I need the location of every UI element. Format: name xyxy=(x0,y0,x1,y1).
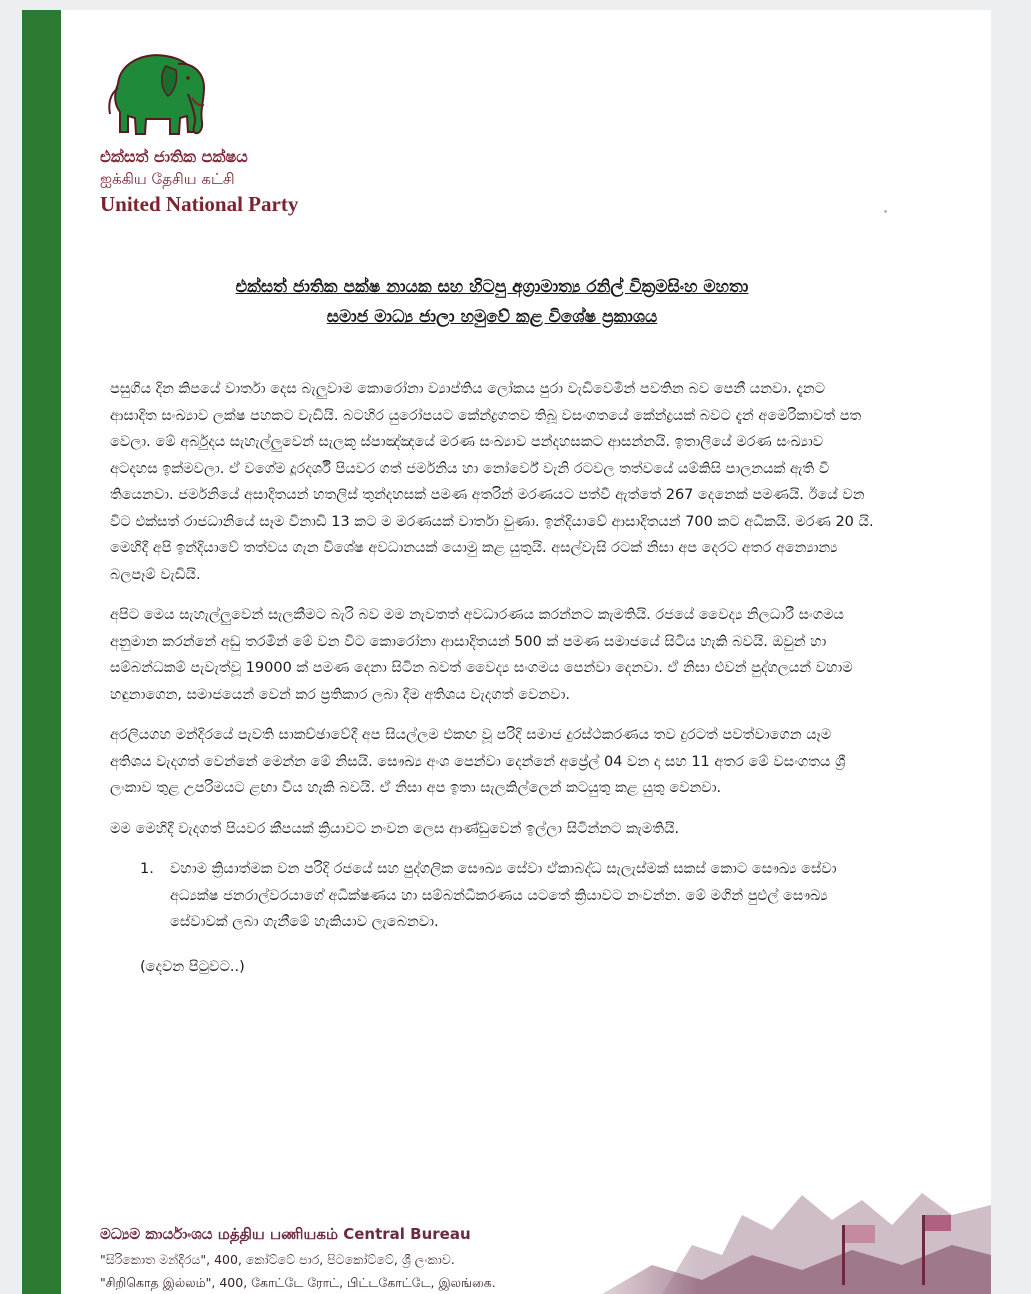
paragraph-3: අරලියගහ මන්දිරයේ පැවති සාකච්ඡාවේදී අප සියල්ලම එකඟ වූ පරිදි සමාජ දුරස්ථකරණය තව දුරටත් පවත්වාගෙන යෑම අතිශය වැදගත් වෙන්නේ මෙන්න මේ නිසයි. සෞඛ්‍ය අංශ පෙන්වා දෙන්නේ අප්‍රේල් 04 වන දා සහ 11 අතර මේ වසංගතය ශ්‍රී ලංකාව තුළ උපරිමයට ළඟා විය හැකි බවයි. ඒ නිසා අප ඉතා සැලකිල්ලෙන් කටයුතු කළ යුතු වෙනවා. xyxy=(110,727,846,796)
document-page xyxy=(22,10,991,1294)
party-name-english: United National Party xyxy=(100,192,299,216)
list-item-number: 1. xyxy=(140,861,154,877)
numbered-list-item xyxy=(140,856,875,936)
party-name-block xyxy=(100,146,298,218)
statement-headline xyxy=(122,272,862,332)
paragraph-4: මම මෙහිදී වැදගත් පියවර කීපයක් ක්‍රියාවට නංවන ලෙස ආණ්ඩුවෙන් ඉල්ලා සිටින්නට කැමතියි. xyxy=(110,820,680,837)
continued-note: (දෙවන පිටුවට..) xyxy=(140,958,245,975)
party-name-tamil: ஐக்கிய தேசிய கட்சி xyxy=(100,170,235,188)
address-sinhala: "සිරිකොත මන්දිරය", 400, කෝට්ටේ පාර, පිටකෝට්ටේ, ශ්‍රී ලංකාව. xyxy=(100,1252,455,1267)
scan-speck xyxy=(884,210,887,213)
list-item-text: වහාම ක්‍රියාත්මක වන පරිදි රජයේ සහ පුද්ගලික සෞඛ්‍ය සේවා ඒකාබද්ධ සැලැස්මක් සකස් කොට සෞඛ්‍ය සේවා අධ්‍යක්ෂ ජනරාල්වරයාගේ අධීක්ෂණය හා සම්බන්ධීකරණය යටතේ ක්‍රියාවට නංවන්න. මේ මගින් පුළුල් සෞඛ්‍ය සේවාවක් ලබා ගැනීමේ හැකියාව ලැබෙනවා. xyxy=(170,861,837,930)
paragraph-1: පසුගිය දින කිපයේ වාර්තා දෙස බැලුවාම කොරෝනා ව්‍යාප්තිය ලෝකය පුරා වැඩිවෙමින් පවතින බව පෙනී යනවා. දැනට ආසාදිත සංඛ්‍යාව ලක්ෂ පහකට වැඩියි. බටහිර යුරෝපයට කේන්ද්‍රගතව තිබූ වසංගතයේ කේන්ද්‍රයක් බවට දැන් අමෙරිකාවත් පත වෙලා. මේ අර්බුදය සැහැල්ලුවෙන් සැලකූ ස්පාඤ්ඤයේ මරණ සංඛ්‍යාව පන්දහසකට ආසන්නයි. ඉතාලියේ මරණ සංඛ්‍යාව අටදහස ඉක්මවලා. ඒ වගේම දූරදර්ශී පියවර ගත් ජර්මනිය හා නෝර්වේ වැනි රටවල තත්වයේ යම්කිසි පාලනයක් ඇති වී තියෙනවා. ජර්මනියේ අසාදිතයන් හතලිස් තුන්දහසක් පමණ අතරින් මරණයට පත්වී ඇත්තේ 267 දෙනෙක් පමණයි. ඊයේ වන විට එක්සත් රාජධානියේ සෑම විනාඩි 13 කට ම මරණයක් වාර්තා වුණා. ඉන්දියාවේ ආසාදිතයන් 700 කට අධිකයි. මරණ 20 යි. මෙහිදී අපි ඉන්දියාවේ තත්වය ගැන විශේෂ අවධානයක් යොමු කළ යුතුයි. අසල්වැසි රටක් නිසා අප දෙරට අතර අන්‍යොන්‍ය බලපෑම් වැඩියි. xyxy=(110,381,874,583)
elephant-logo-icon xyxy=(100,44,210,142)
green-side-bar xyxy=(22,10,61,1294)
central-bureau-label: මධ්‍යම කාර්යාංශය மத்திய பணியகம் Central Bureau xyxy=(100,1225,471,1243)
address-tamil: "சிறிகொத இல்லம்", 400, கோட்டே ரோட், பிட்டகோட்டே, இலங்கை. xyxy=(100,1275,496,1290)
footer-address xyxy=(100,1220,496,1294)
headline-line-1: එක්සත් ජාතික පක්ෂ නායක සහ හිටපු අග්‍රාමාත්‍ය රනිල් වික්‍රමසිංහ මහතා xyxy=(235,277,749,297)
crowd-photo-image xyxy=(542,1185,991,1294)
paragraph-2: අපිට මෙය සැහැල්ලුවෙන් සැලකීමට බැරි බව මම නැවතත් අවධාරණය කරන්නට කැමතියි. රජයේ වෛද්‍ය නිලධාරී සංගමය අනුමාන කරන්නේ අඩු තරමින් මේ වන විට කොරෝනා ආසාදිතයන් 500 ක් පමණ සමාජයේ සිටිය හැකි බවයි. ඔවුන් හා සම්බන්ධකම් පැවැත්වූ 19000 ක් පමණ දෙනා සිටින බවත් වෛද්‍ය සංගමය පෙන්වා දෙනවා. ඒ නිසා එවන් පුද්ගලයන් වහාම හඳුනාගෙන, සමාජයෙන් වෙන් කර ප්‍රතිකාර ලබා දීම අතිශය වැදගත් වෙනවා. xyxy=(110,607,853,703)
party-name-sinhala: එක්සත් ජාතික පක්ෂය xyxy=(100,147,248,166)
headline-line-2: සමාජ මාධ්‍ය ජාලා හමුවේ කළ විශේෂ ප්‍රකාශය xyxy=(326,307,658,327)
statement-body xyxy=(110,376,875,980)
